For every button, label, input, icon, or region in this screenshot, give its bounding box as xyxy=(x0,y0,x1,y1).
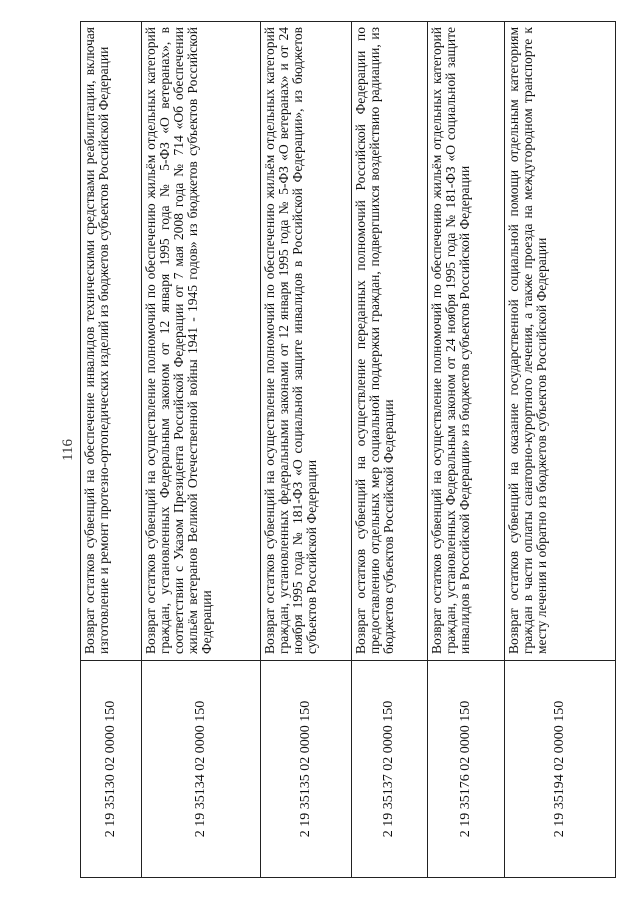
budget-code-cell: 2 19 35134 02 0000 150 xyxy=(142,660,260,877)
table-row xyxy=(142,21,261,877)
description-cell: Возврат остатков субвенций на обеспечение инвалидов техническими средствами реабилитации, включая изготовление и ремонт протезно-ортопедических изделий из бюджетов субъектов Российской Федерации xyxy=(81,21,141,660)
table-row xyxy=(352,21,429,877)
description-cell: Возврат остатков субвенций на осуществление переданных полномочий Российской Федерации по предоставлению отдельных мер социальной поддержки граждан, подвергшихся воздействию радиации, из бюджетов субъектов Российской Федерации xyxy=(352,21,428,660)
budget-codes-table xyxy=(80,21,616,878)
description-cell: Возврат остатков субвенций на оказание государственной социальной помощи отдельным категориям граждан в части оплаты санаторно-курортного лечения, а также проезда на междугородном транспорте к месту лечения и обратно из бюджетов субъектов Российской Федерации xyxy=(505,21,615,660)
table-row xyxy=(261,21,352,877)
page-number: 116 xyxy=(60,439,76,461)
budget-code-cell: 2 19 35194 02 0000 150 xyxy=(505,660,615,877)
budget-code-cell: 2 19 35137 02 0000 150 xyxy=(352,660,428,877)
table-row xyxy=(505,21,616,877)
description-cell: Возврат остатков субвенций на осуществление полномочий по обеспечению жильём отдельных категорий граждан, установленных федеральными законами от 12 января 1995 года № 5-ФЗ «О ветеранах» и от 24 ноября 1995 года № 181-ФЗ «О социальной защите инвалидов в Российской Федерации», из бюджетов субъектов Российской Федерации xyxy=(261,21,351,660)
budget-code-cell: 2 19 35176 02 0000 150 xyxy=(428,660,504,877)
budget-code-cell: 2 19 35135 02 0000 150 xyxy=(261,660,351,877)
description-cell: Возврат остатков субвенций на осуществление полномочий по обеспечению жильём отдельных категорий граждан, установленных Федеральным законом от 12 января 1995 года № 5-ФЗ «О ветеранах», в соответствии с Указом Президента Российской Федерации от 7 мая 2008 года № 714 «Об обеспечении жильём ветеранов Великой Отечественной войны 1941 - 1945 годов» из бюджетов субъектов Российской Федерации xyxy=(142,21,260,660)
table-row xyxy=(81,21,142,877)
table-row xyxy=(428,21,505,877)
budget-code-cell: 2 19 35130 02 0000 150 xyxy=(81,660,141,877)
description-cell: Возврат остатков субвенций на осуществление полномочий по обеспечению жильём отдельных категорий граждан, установленных Федеральным законом от 24 ноября 1995 года № 181-ФЗ «О социальной защите инвалидов в Российской Федерации» из бюджетов субъектов Российской Федерации xyxy=(428,21,504,660)
